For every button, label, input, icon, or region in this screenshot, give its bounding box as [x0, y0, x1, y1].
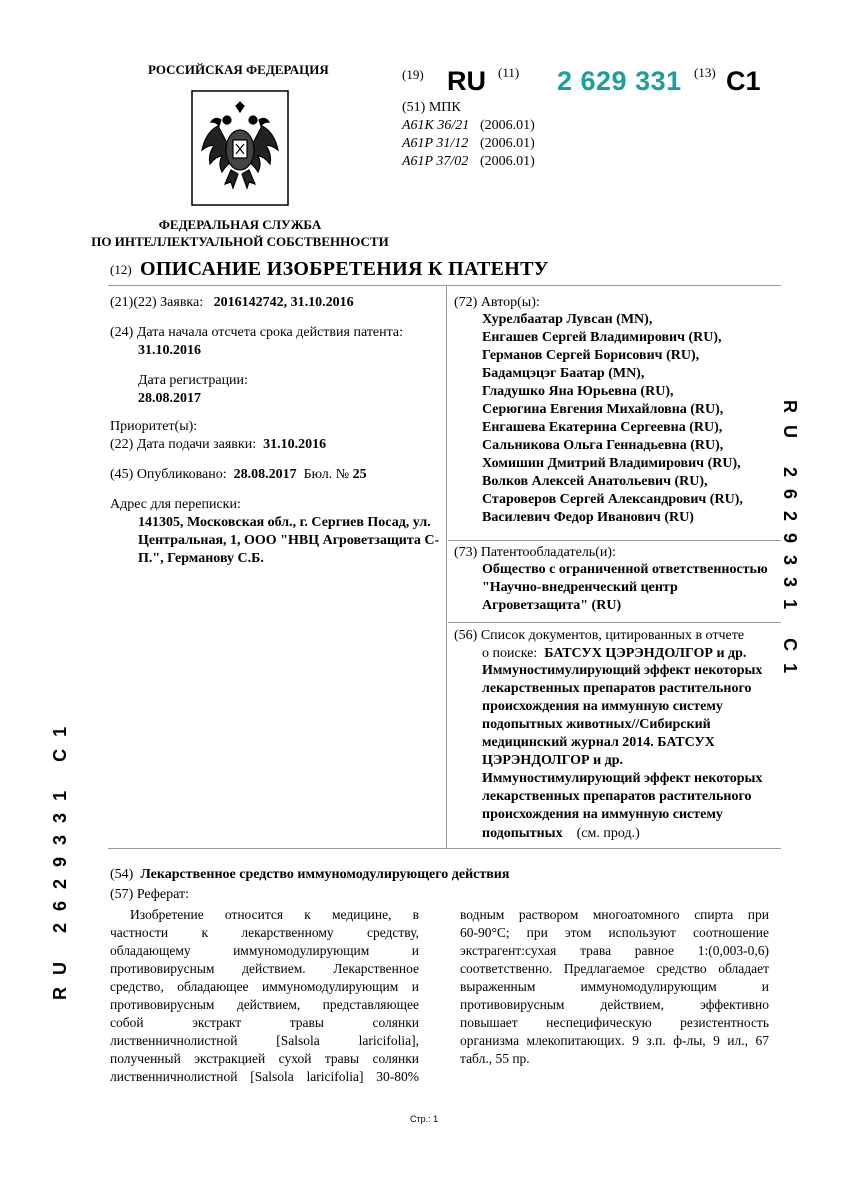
owner-line: Агроветзащита" (RU)	[482, 598, 622, 613]
owner-label: (73) Патентообладатель(и):	[454, 545, 616, 560]
ipc-entry: A61P 37/02 (2006.01)	[402, 154, 535, 169]
owner-line: "Научно-внедренческий центр	[482, 580, 678, 595]
abstract-label: (57) Реферат:	[110, 887, 189, 902]
abstract-left-line: частности к лекарственному средству,	[110, 925, 419, 940]
code-11: (11)	[498, 65, 520, 80]
author-name: Бадамцэцэг Баатар (MN),	[482, 366, 645, 381]
abstract-left-line: собой экстракт травы солянки	[110, 1015, 419, 1030]
term-start-value: 31.10.2016	[138, 343, 201, 358]
published-field: (45) Опубликовано: 28.08.2017 Бюл. № 25	[110, 467, 367, 482]
author-name: Енгашева Екатерина Сергеевна (RU),	[482, 420, 723, 435]
abstract-right-line: водным раствором многоатомного спирта при	[460, 907, 769, 922]
owner-line: Общество с ограниченной ответственностью	[482, 562, 768, 577]
ipc-entry: A61K 36/21 (2006.01)	[402, 118, 535, 133]
divider	[448, 540, 781, 541]
author-name: Енгашев Сергей Владимирович (RU),	[482, 330, 722, 345]
abstract-left-line: Изобретение относится к медицине, в	[130, 907, 419, 922]
abstract-right-line: повышает неспецифическую резистентность	[460, 1015, 769, 1030]
citation-line: лекарственных препаратов растительного	[482, 681, 752, 696]
document-title: ОПИСАНИЕ ИЗОБРЕТЕНИЯ К ПАТЕНТУ	[140, 258, 549, 280]
title-code: (12)	[110, 262, 132, 277]
state-emblem-icon	[191, 90, 289, 206]
address-line: П.", Германову С.Б.	[138, 551, 264, 566]
address-line: 141305, Московская обл., г. Сергиев Посад, ул.	[138, 515, 431, 530]
application-field: (21)(22) Заявка: 2016142742, 31.10.2016	[110, 295, 354, 310]
abstract-right-line: соответственно. Предлагаемое средство обладает	[460, 961, 769, 976]
address-line: Центральная, 1, ООО "НВЦ Агроветзащита С-	[138, 533, 440, 548]
abstract-right-line: табл., 55 пр.	[460, 1051, 530, 1066]
author-name: Серюгина Евгения Михайловна (RU),	[482, 402, 724, 417]
citation-line: происхождения на иммунную систему	[482, 807, 723, 822]
citations-label: (56) Список документов, цитированных в отчете	[454, 628, 745, 643]
invention-name: (54) Лекарственное средство иммуномодулирующего действия	[110, 867, 510, 882]
country-name: РОССИЙСКАЯ ФЕДЕРАЦИЯ	[148, 62, 329, 77]
author-name: Германов Сергей Борисович (RU),	[482, 348, 700, 363]
country-code: RU	[447, 66, 486, 96]
author-name: Староверов Сергей Александрович (RU),	[482, 492, 743, 507]
abstract-right-line: противовирусным действием, эффективно	[460, 997, 769, 1012]
citation-line: Иммуностимулирующий эффект некоторых	[482, 771, 763, 786]
code-13: (13)	[694, 65, 716, 80]
registration-value: 28.08.2017	[138, 391, 201, 406]
author-name: Хурелбаатар Лувсан (MN),	[482, 312, 653, 327]
column-divider	[446, 286, 447, 848]
abstract-left-line: лиственничнолистной [Salsola laricifolia],	[110, 1033, 419, 1048]
priority-label: Приоритет(ы):	[110, 419, 198, 434]
abstract-left-line: средство, обладающее иммуномодулирующим и	[110, 979, 419, 994]
term-start-label: (24) Дата начала отсчета срока действия патента:	[110, 325, 404, 340]
divider	[108, 285, 781, 286]
citation-line: лекарственных препаратов растительного	[482, 789, 752, 804]
abstract-left-line: полученный экстракцией сухой травы солянки	[110, 1051, 419, 1066]
citation-line: подопытных животных//Сибирский	[482, 717, 711, 732]
agency-name: ФЕДЕРАЛЬНАЯ СЛУЖБА ПО ИНТЕЛЛЕКТУАЛЬНОЙ СОБСТВЕННОСТИ	[91, 217, 389, 249]
abstract-left-line: лиственничнолистной [Salsola laricifolia] 30-80%	[110, 1069, 419, 1084]
citation-first-line: о поиске: БАТСУХ ЦЭРЭНДОЛГОР и др.	[482, 646, 747, 661]
abstract-right-line: экстрагент:сухая трава равное 1:(0,003-0,6)	[460, 943, 769, 958]
citation-last-line: подопытных (см. прод.)	[482, 826, 640, 841]
citation-line: происхождения на иммунную систему	[482, 699, 723, 714]
abstract-right-line: выраженным иммуномодулирующим и	[460, 979, 769, 994]
author-name: Василевич Федор Иванович (RU)	[482, 510, 694, 525]
citation-line: медицинский журнал 2014. БАТСУХ	[482, 735, 715, 750]
patent-number: 2 629 331	[557, 66, 682, 96]
address-label: Адрес для переписки:	[110, 497, 241, 512]
filing-field: (22) Дата подачи заявки: 31.10.2016	[110, 437, 327, 452]
side-patent-number-left: RU 2629331 C1	[50, 714, 70, 1000]
abstract-right-line: организма млекопитающих. 9 з.п. ф-лы, 9 ил., 67	[460, 1033, 769, 1048]
page-number: Стр.: 1	[410, 1114, 439, 1124]
divider	[448, 622, 781, 623]
author-name: Хомишин Дмитрий Владимирович (RU),	[482, 456, 741, 471]
citation-line: ЦЭРЭНДОЛГОР и др.	[482, 753, 624, 768]
author-name: Волков Алексей Анатольевич (RU),	[482, 474, 708, 489]
registration-label: Дата регистрации:	[138, 373, 248, 388]
code-19: (19)	[402, 67, 424, 82]
abstract-left-line: противовирусным действием, представляющее	[110, 997, 419, 1012]
authors-label: (72) Автор(ы):	[454, 295, 540, 310]
kind-code: C1	[726, 66, 761, 96]
abstract-left-line: обладающему иммуномодулирующим и	[110, 943, 419, 958]
author-name: Гладушко Яна Юрьевна (RU),	[482, 384, 674, 399]
abstract-right-line: 60-90°C; при этом используют соотношение	[460, 925, 769, 940]
author-name: Сальникова Ольга Геннадьевна (RU),	[482, 438, 724, 453]
mpk-label: (51) МПК	[402, 100, 461, 115]
citation-line: Иммуностимулирующий эффект некоторых	[482, 663, 763, 678]
divider	[108, 848, 781, 849]
side-patent-number-right: RU 2629331 C1	[780, 400, 800, 686]
ipc-entry: A61P 31/12 (2006.01)	[402, 136, 535, 151]
abstract-left-line: противовирусным действием. Лекарственное	[110, 961, 419, 976]
